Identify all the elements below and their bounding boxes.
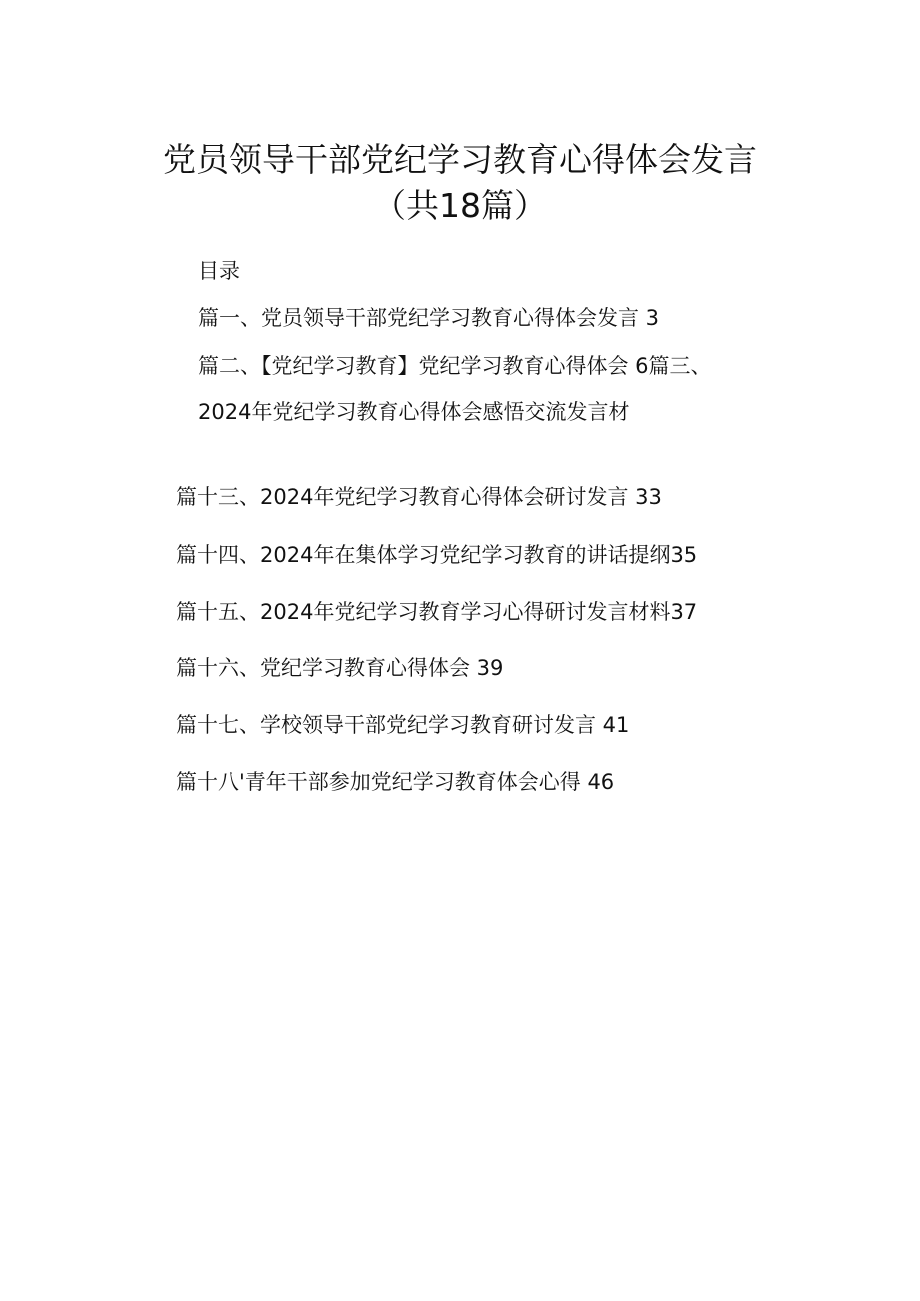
toc-heading: 目录: [198, 259, 240, 283]
toc-entry-2: 篇二、【党纪学习教育】党纪学习教育心得体会 6篇三、: [198, 354, 712, 378]
toc-entry-14: 篇十四、2024年在集体学习党纪学习教育的讲话提纲35: [176, 543, 698, 567]
document-subtitle: （共18篇）: [373, 186, 547, 225]
toc-entry-17: 篇十七、学校领导干部党纪学习教育研讨发言 41: [176, 713, 630, 737]
toc-entry-18: 篇十八'青年干部参加党纪学习教育体会心得 46: [176, 770, 615, 794]
toc-entry-16: 篇十六、党纪学习教育心得体会 39: [176, 656, 504, 680]
toc-entry-15: 篇十五、2024年党纪学习教育学习心得研讨发言材料37: [176, 600, 698, 624]
document-title: 党员领导干部党纪学习教育心得体会发言: [163, 140, 757, 179]
toc-entry-3: 2024年党纪学习教育心得体会感悟交流发言材: [198, 400, 630, 424]
toc-entry-1: 篇一、党员领导干部党纪学习教育心得体会发言 3: [198, 306, 660, 330]
toc-entry-13: 篇十三、2024年党纪学习教育心得体会研讨发言 33: [176, 485, 662, 509]
